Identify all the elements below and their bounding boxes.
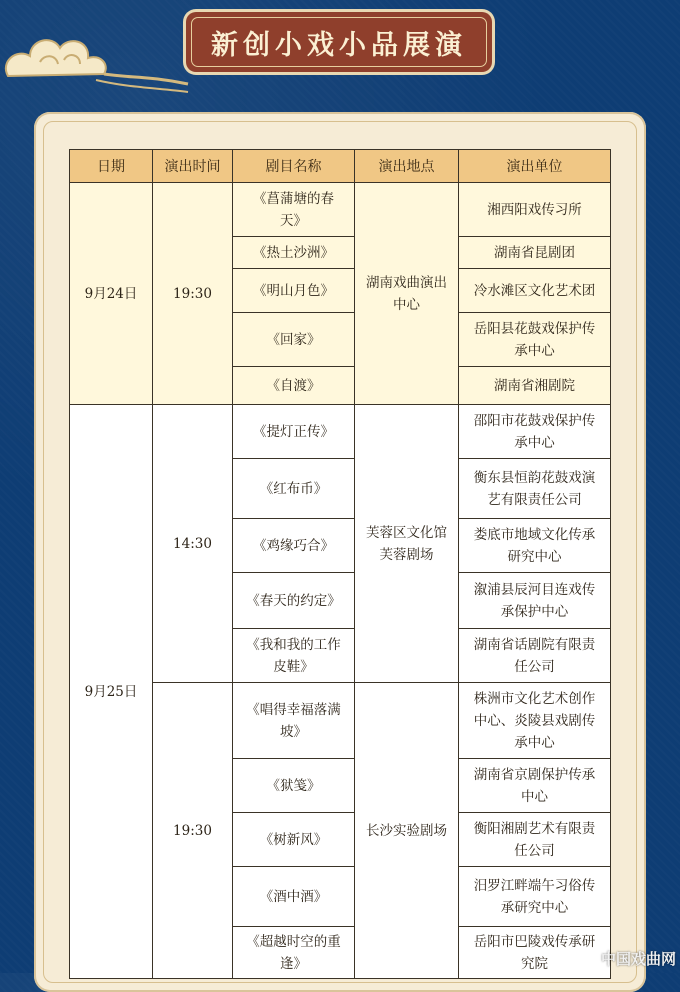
table-header-row xyxy=(70,150,611,183)
header-date: 日期 xyxy=(70,150,153,183)
unit-cell: 溆浦县辰河目连戏传承保护中心 xyxy=(459,573,611,629)
time-cell: 14:30 xyxy=(153,405,233,683)
unit-cell: 湖南省话剧院有限责任公司 xyxy=(459,629,611,683)
unit-cell: 娄底市地域文化传承研究中心 xyxy=(459,519,611,573)
venue-cell: 长沙实验剧场 xyxy=(355,683,459,979)
unit-cell: 湖南省昆剧团 xyxy=(459,237,611,269)
page-title: 新创小戏小品展演 xyxy=(211,29,467,61)
date-cell: 9月24日 xyxy=(70,183,153,405)
header-venue: 演出地点 xyxy=(355,150,459,183)
header-time: 演出时间 xyxy=(153,150,233,183)
watermark: 中国戏曲网 xyxy=(600,950,676,968)
show-cell: 《红布币》 xyxy=(233,459,355,519)
title-banner xyxy=(186,12,492,72)
show-cell: 《鸡缘巧合》 xyxy=(233,519,355,573)
header-show: 剧目名称 xyxy=(233,150,355,183)
unit-cell: 湖南省京剧保护传承中心 xyxy=(459,759,611,813)
show-cell: 《自渡》 xyxy=(233,367,355,405)
unit-cell: 株洲市文化艺术创作中心、炎陵县戏剧传承中心 xyxy=(459,683,611,759)
unit-cell: 冷水滩区文化艺术团 xyxy=(459,269,611,313)
unit-cell: 衡东县恒韵花鼓戏演艺有限责任公司 xyxy=(459,459,611,519)
unit-cell: 汨罗江畔端午习俗传承研究中心 xyxy=(459,867,611,927)
time-cell: 19:30 xyxy=(153,183,233,405)
cloud-ornament-icon xyxy=(0,18,190,98)
show-cell: 《狱笺》 xyxy=(233,759,355,813)
header-unit: 演出单位 xyxy=(459,150,611,183)
unit-cell: 湖南省湘剧院 xyxy=(459,367,611,405)
unit-cell: 岳阳市巴陵戏传承研究院 xyxy=(459,927,611,979)
show-cell: 《超越时空的重逢》 xyxy=(233,927,355,979)
table-row xyxy=(70,183,611,237)
show-cell: 《热土沙洲》 xyxy=(233,237,355,269)
show-cell: 《唱得幸福落满坡》 xyxy=(233,683,355,759)
unit-cell: 湘西阳戏传习所 xyxy=(459,183,611,237)
unit-cell: 衡阳湘剧艺术有限责任公司 xyxy=(459,813,611,867)
table-row xyxy=(70,405,611,459)
show-cell: 《菖蒲塘的春天》 xyxy=(233,183,355,237)
time-cell: 19:30 xyxy=(153,683,233,979)
unit-cell: 岳阳县花鼓戏保护传承中心 xyxy=(459,313,611,367)
show-cell: 《我和我的工作皮鞋》 xyxy=(233,629,355,683)
venue-cell: 芙蓉区文化馆芙蓉剧场 xyxy=(355,405,459,683)
show-cell: 《酒中酒》 xyxy=(233,867,355,927)
show-cell: 《提灯正传》 xyxy=(233,405,355,459)
unit-cell: 邵阳市花鼓戏保护传承中心 xyxy=(459,405,611,459)
date-cell: 9月25日 xyxy=(70,405,153,979)
show-cell: 《树新风》 xyxy=(233,813,355,867)
schedule-table xyxy=(69,149,611,979)
show-cell: 《回家》 xyxy=(233,313,355,367)
show-cell: 《明山月色》 xyxy=(233,269,355,313)
venue-cell: 湖南戏曲演出中心 xyxy=(355,183,459,405)
show-cell: 《春天的约定》 xyxy=(233,573,355,629)
